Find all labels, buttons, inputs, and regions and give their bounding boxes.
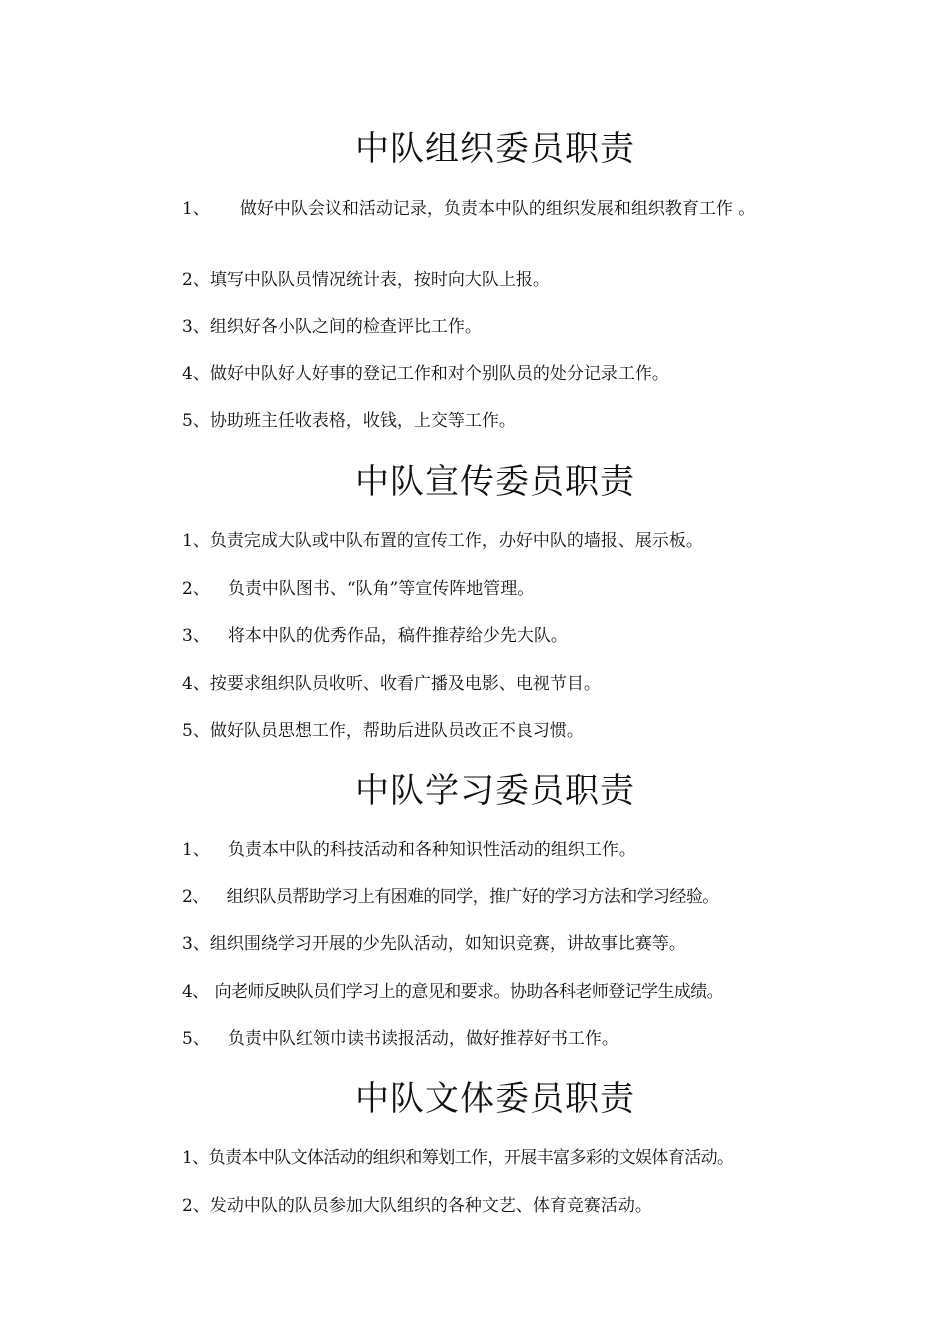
item-text: 组织围绕学习开展的少先队活动，如知识竞赛，讲故事比赛等。 [209,934,686,954]
item-text: 填写中队队员情况统计表，按时向大队上报。 [209,270,550,290]
list-item [182,932,686,956]
list-item [182,577,534,601]
list-item [182,529,703,553]
item-number: 1、 [182,1148,209,1168]
item-number: 4、 [182,674,210,694]
item-text: 向老师反映队员们学习上的意见和要求。协助各科老师登记学生成绩。 [214,982,724,1002]
item-number: 3、 [182,934,210,954]
item-text: 负责本中队文体活动的组织和筹划工作，开展丰富多彩的文娱体育活动。 [208,1148,734,1168]
item-text: 负责完成大队或中队布置的宣传工作，办好中队的墙报、展示板。 [209,531,703,551]
item-text: 将本中队的优秀作品，稿件推荐给少先大队。 [227,626,568,646]
list-item [182,315,482,339]
item-text: 做好中队好人好事的登记工作和对个别队员的处分记录工作。 [209,364,669,384]
item-number: 5、 [182,1029,210,1049]
list-item [182,672,601,696]
list-item [182,409,516,433]
list-item [182,362,669,386]
item-number: 1、 [182,531,210,551]
section-title-publicity: 中队宣传委员职责 [355,462,635,502]
list-item [182,268,550,292]
list-item [182,1194,652,1218]
item-number: 2、 [182,579,210,599]
list-item [182,980,723,1004]
list-item [182,1027,619,1051]
section-title-study: 中队学习委员职责 [355,771,635,811]
list-item [182,885,719,909]
list-item [182,624,568,648]
item-number: 2、 [182,887,209,907]
item-number: 2、 [182,270,210,290]
list-item [182,838,636,862]
item-text: 组织好各小队之间的检查评比工作。 [209,317,482,337]
item-text: 负责本中队的科技活动和各种知识性活动的组织工作。 [227,840,636,860]
item-text: 负责中队红领巾读书读报活动，做好推荐好书工作。 [227,1029,619,1049]
section-title-culture-sports: 中队文体委员职责 [355,1079,635,1119]
item-text: 协助班主任收表格，收钱，上交等工作。 [209,411,516,431]
item-text: 组织队员帮助学习上有困难的同学，推广好的学习方法和学习经验。 [226,887,719,907]
item-text: 做好中队会议和活动记录，负责本中队的组织发展和组织教育工作 。 [239,199,756,219]
item-text: 做好队员思想工作，帮助后进队员改正不良习惯。 [209,721,584,741]
item-number: 1、 [182,199,210,219]
item-number: 4、 [182,364,210,384]
item-number: 1、 [182,840,210,860]
item-text: 按要求组织队员收听、收看广播及电影、电视节目。 [209,674,601,694]
item-number: 5、 [182,411,210,431]
item-number: 5、 [182,721,210,741]
item-number: 3、 [182,317,210,337]
list-item [182,719,584,743]
item-number: 3、 [182,626,210,646]
item-text: 发动中队的队员参加大队组织的各种文艺、体育竞赛活动。 [209,1196,652,1216]
item-text: 负责中队图书、“队角”等宣传阵地管理。 [227,579,535,599]
list-item [182,1146,733,1170]
list-item [182,197,755,221]
item-number: 2、 [182,1196,210,1216]
section-title-organization: 中队组织委员职责 [355,129,635,169]
item-number: 4、 [182,982,209,1002]
